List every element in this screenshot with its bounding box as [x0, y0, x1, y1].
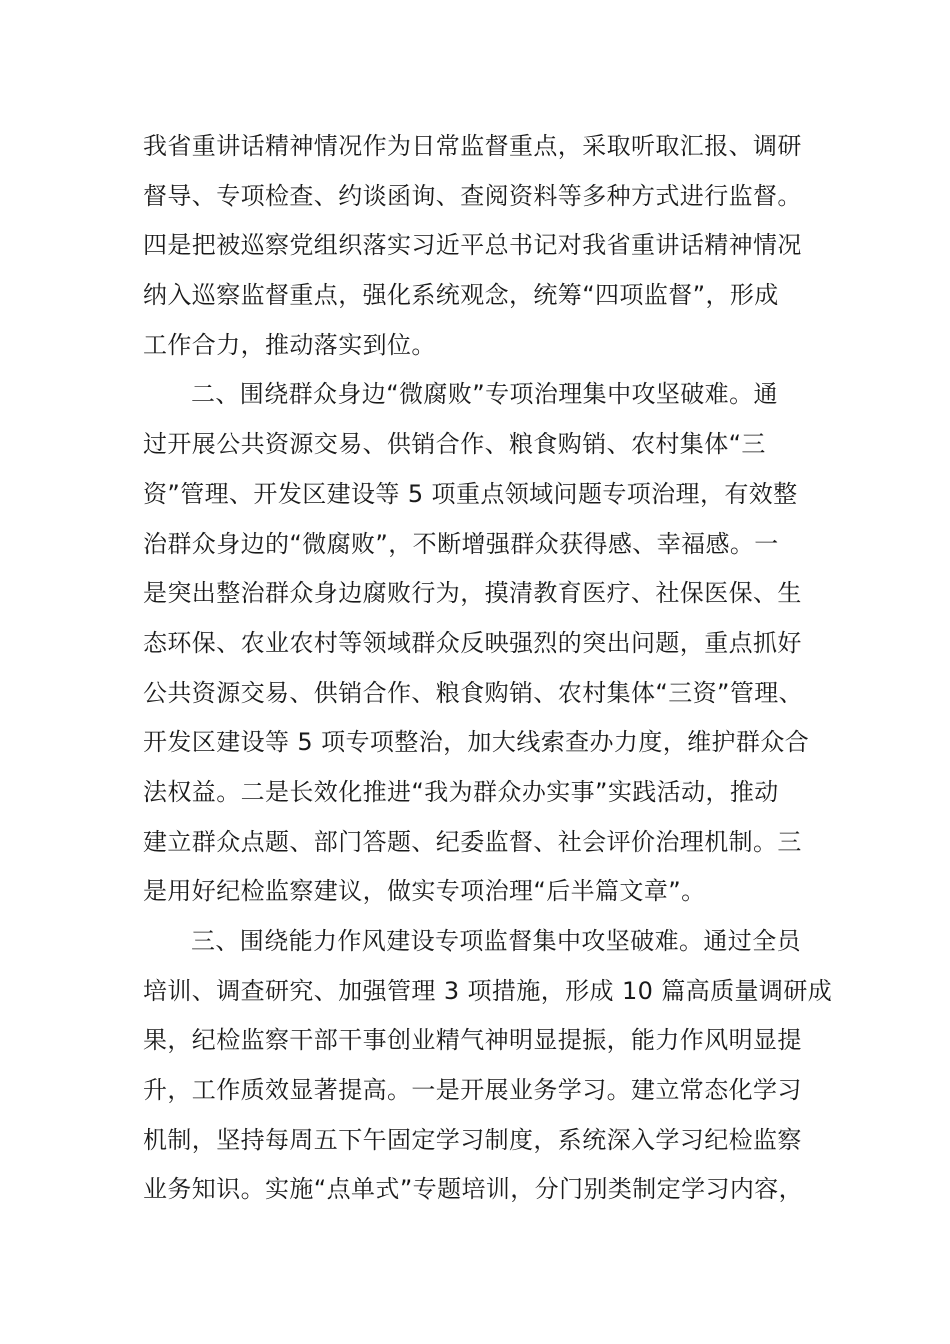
- text-line: 过开展公共资源交易、供销合作、粮食购销、农村集体“三: [143, 430, 766, 459]
- body-text: [143, 122, 833, 1215]
- text-line: 我省重讲话精神情况作为日常监督重点，采取听取汇报、调研: [143, 132, 802, 160]
- section-heading-line: 二、围绕群众身边“微腐败”专项治理集中攻坚破难。通: [191, 380, 778, 409]
- text-line: 督导、专项检查、约谈函询、查阅资料等多种方式进行监督。: [143, 181, 802, 210]
- text-line: 资”管理、开发区建设等 5 项重点领域问题专项治理，有效整: [143, 479, 798, 508]
- text-line: 治群众身边的“微腐败”，不断增强群众获得感、幸福感。一: [143, 529, 779, 558]
- text-line: 升，工作质效显著提高。一是开展业务学习。建立常态化学习: [143, 1076, 802, 1105]
- text-line: 公共资源交易、供销合作、粮食购销、农村集体“三资”管理、: [143, 678, 804, 707]
- text-line: 态环保、农业农村等领域群众反映强烈的突出问题，重点抓好: [143, 628, 802, 657]
- text-line: 四是把被巡察党组织落实习近平总书记对我省重讲话精神情况: [143, 231, 802, 260]
- text-line: 培训、调查研究、加强管理 3 项措施，形成 10 篇高质量调研成: [143, 976, 833, 1005]
- text-line: 果，纪检监察干部干事创业精气神明显提振，能力作风明显提: [143, 1026, 802, 1055]
- text-line: 业务知识。实施“点单式”专题培训，分门别类制定学习内容，: [143, 1175, 804, 1204]
- text-line: 是突出整治群众身边腐败行为，摸清教育医疗、社保医保、生: [143, 579, 802, 608]
- text-line: 开发区建设等 5 项专项整治，加大线索查办力度，维护群众合: [143, 728, 810, 757]
- text-line: 法权益。二是长效化推进“我为群众办实事”实践活动，推动: [143, 777, 779, 806]
- section-heading-line: 三、围绕能力作风建设专项监督集中攻坚破难。通过全员: [191, 927, 801, 955]
- text-line: 建立群众点题、部门答题、纪委监督、社会评价治理机制。三: [143, 827, 802, 856]
- text-line: 机制，坚持每周五下午固定学习制度，系统深入学习纪检监察: [143, 1125, 802, 1154]
- text-line: 工作合力，推动落实到位。: [143, 330, 436, 359]
- text-line: 纳入巡察监督重点，强化系统观念，统筹“四项监督”，形成: [143, 281, 779, 310]
- text-line: 是用好纪检监察建议，做实专项治理“后半篇文章”。: [143, 877, 706, 906]
